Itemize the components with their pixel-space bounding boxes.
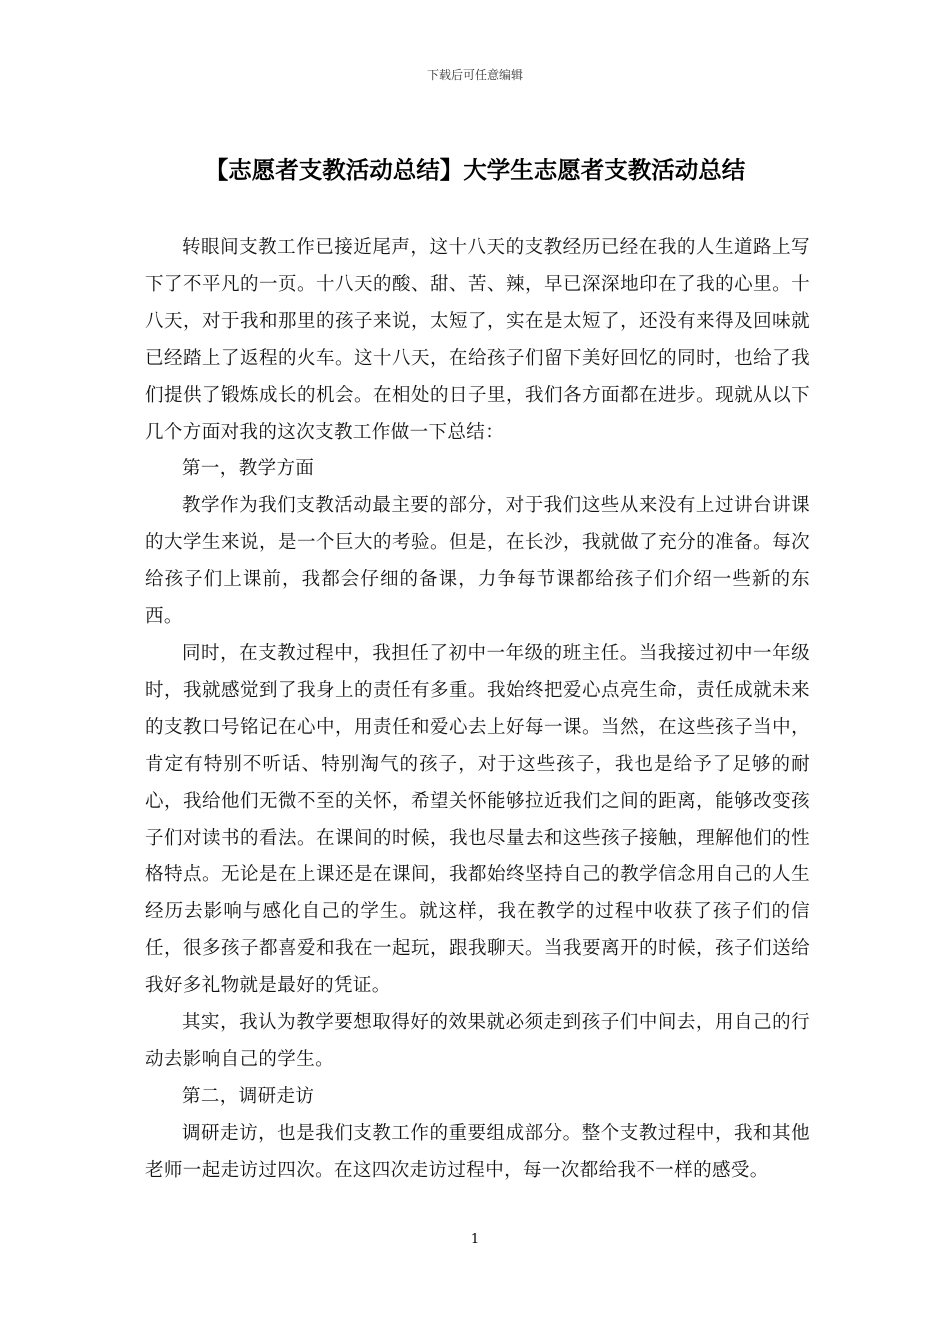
page-number: 1 (470, 1232, 480, 1247)
paragraph-class-teacher: 同时，在支教过程中，我担任了初中一年级的班主任。当我接过初中一年级时，我就感觉到了我身上的责任有多重。我始终把爱心点亮生命，责任成就未来的支教口号铭记在心中，用责任和爱心去上好每一课。当然，在这些孩子当中，肯定有特别不听话、特别淘气的孩子，对于这些孩子，我也是给予了足够的耐心，我给他们无微不至的关怀，希望关怀能够拉近我们之间的距离，能够改变孩子们对读书的看法。在课间的时候，我也尽量去和这些孩子接触，理解他们的性格特点。无论是在上课还是在课间，我都始终坚持自己的教学信念用自己的人生经历去影响与感化自己的学生。就这样，我在教学的过程中收获了孩子们的信任，很多孩子都喜爱和我在一起玩，跟我聊天。当我要离开的时候，孩子们送给我好多礼物就是最好的凭证。 (145, 642, 810, 997)
document-title: 【志愿者支教活动总结】大学生志愿者支教活动总结 (204, 156, 746, 184)
paragraph-teaching-reflection: 其实，我认为教学要想取得好的效果就必须走到孩子们中间去，用自己的行动去影响自己的学生。 (145, 1012, 810, 1070)
section-heading-teaching: 第一，教学方面 (182, 458, 315, 480)
header-note: 下载后可任意编辑 (426, 68, 523, 82)
paragraph-teaching: 教学作为我们支教活动最主要的部分，对于我们这些从来没有上过讲台讲课的大学生来说，是一个巨大的考验。但是，在长沙，我就做了充分的准备。每次给孩子们上课前，我都会仔细的备课，力争每节课都给孩子们介绍一些新的东西。 (145, 495, 810, 628)
paragraph-visits: 调研走访，也是我们支教工作的重要组成部分。整个支教过程中，我和其他老师一起走访过四次。在这四次走访过程中，每一次都给我不一样的感受。 (145, 1122, 810, 1181)
section-heading-visits: 第二，调研走访 (182, 1085, 315, 1107)
paragraph-intro: 转眼间支教工作已接近尾声，这十八天的支教经历已经在我的人生道路上写下了不平凡的一页。十八天的酸、甜、苦、辣，早已深深地印在了我的心里。十八天，对于我和那里的孩子来说，太短了，实在是太短了，还没有来得及回味就已经踏上了返程的火车。这十八天，在给孩子们留下美好回忆的同时，也给了我们提供了锻炼成长的机会。在相处的日子里，我们各方面都在进步。现就从以下几个方面对我的这次支教工作做一下总结： (145, 237, 810, 443)
document-body (145, 230, 810, 1190)
